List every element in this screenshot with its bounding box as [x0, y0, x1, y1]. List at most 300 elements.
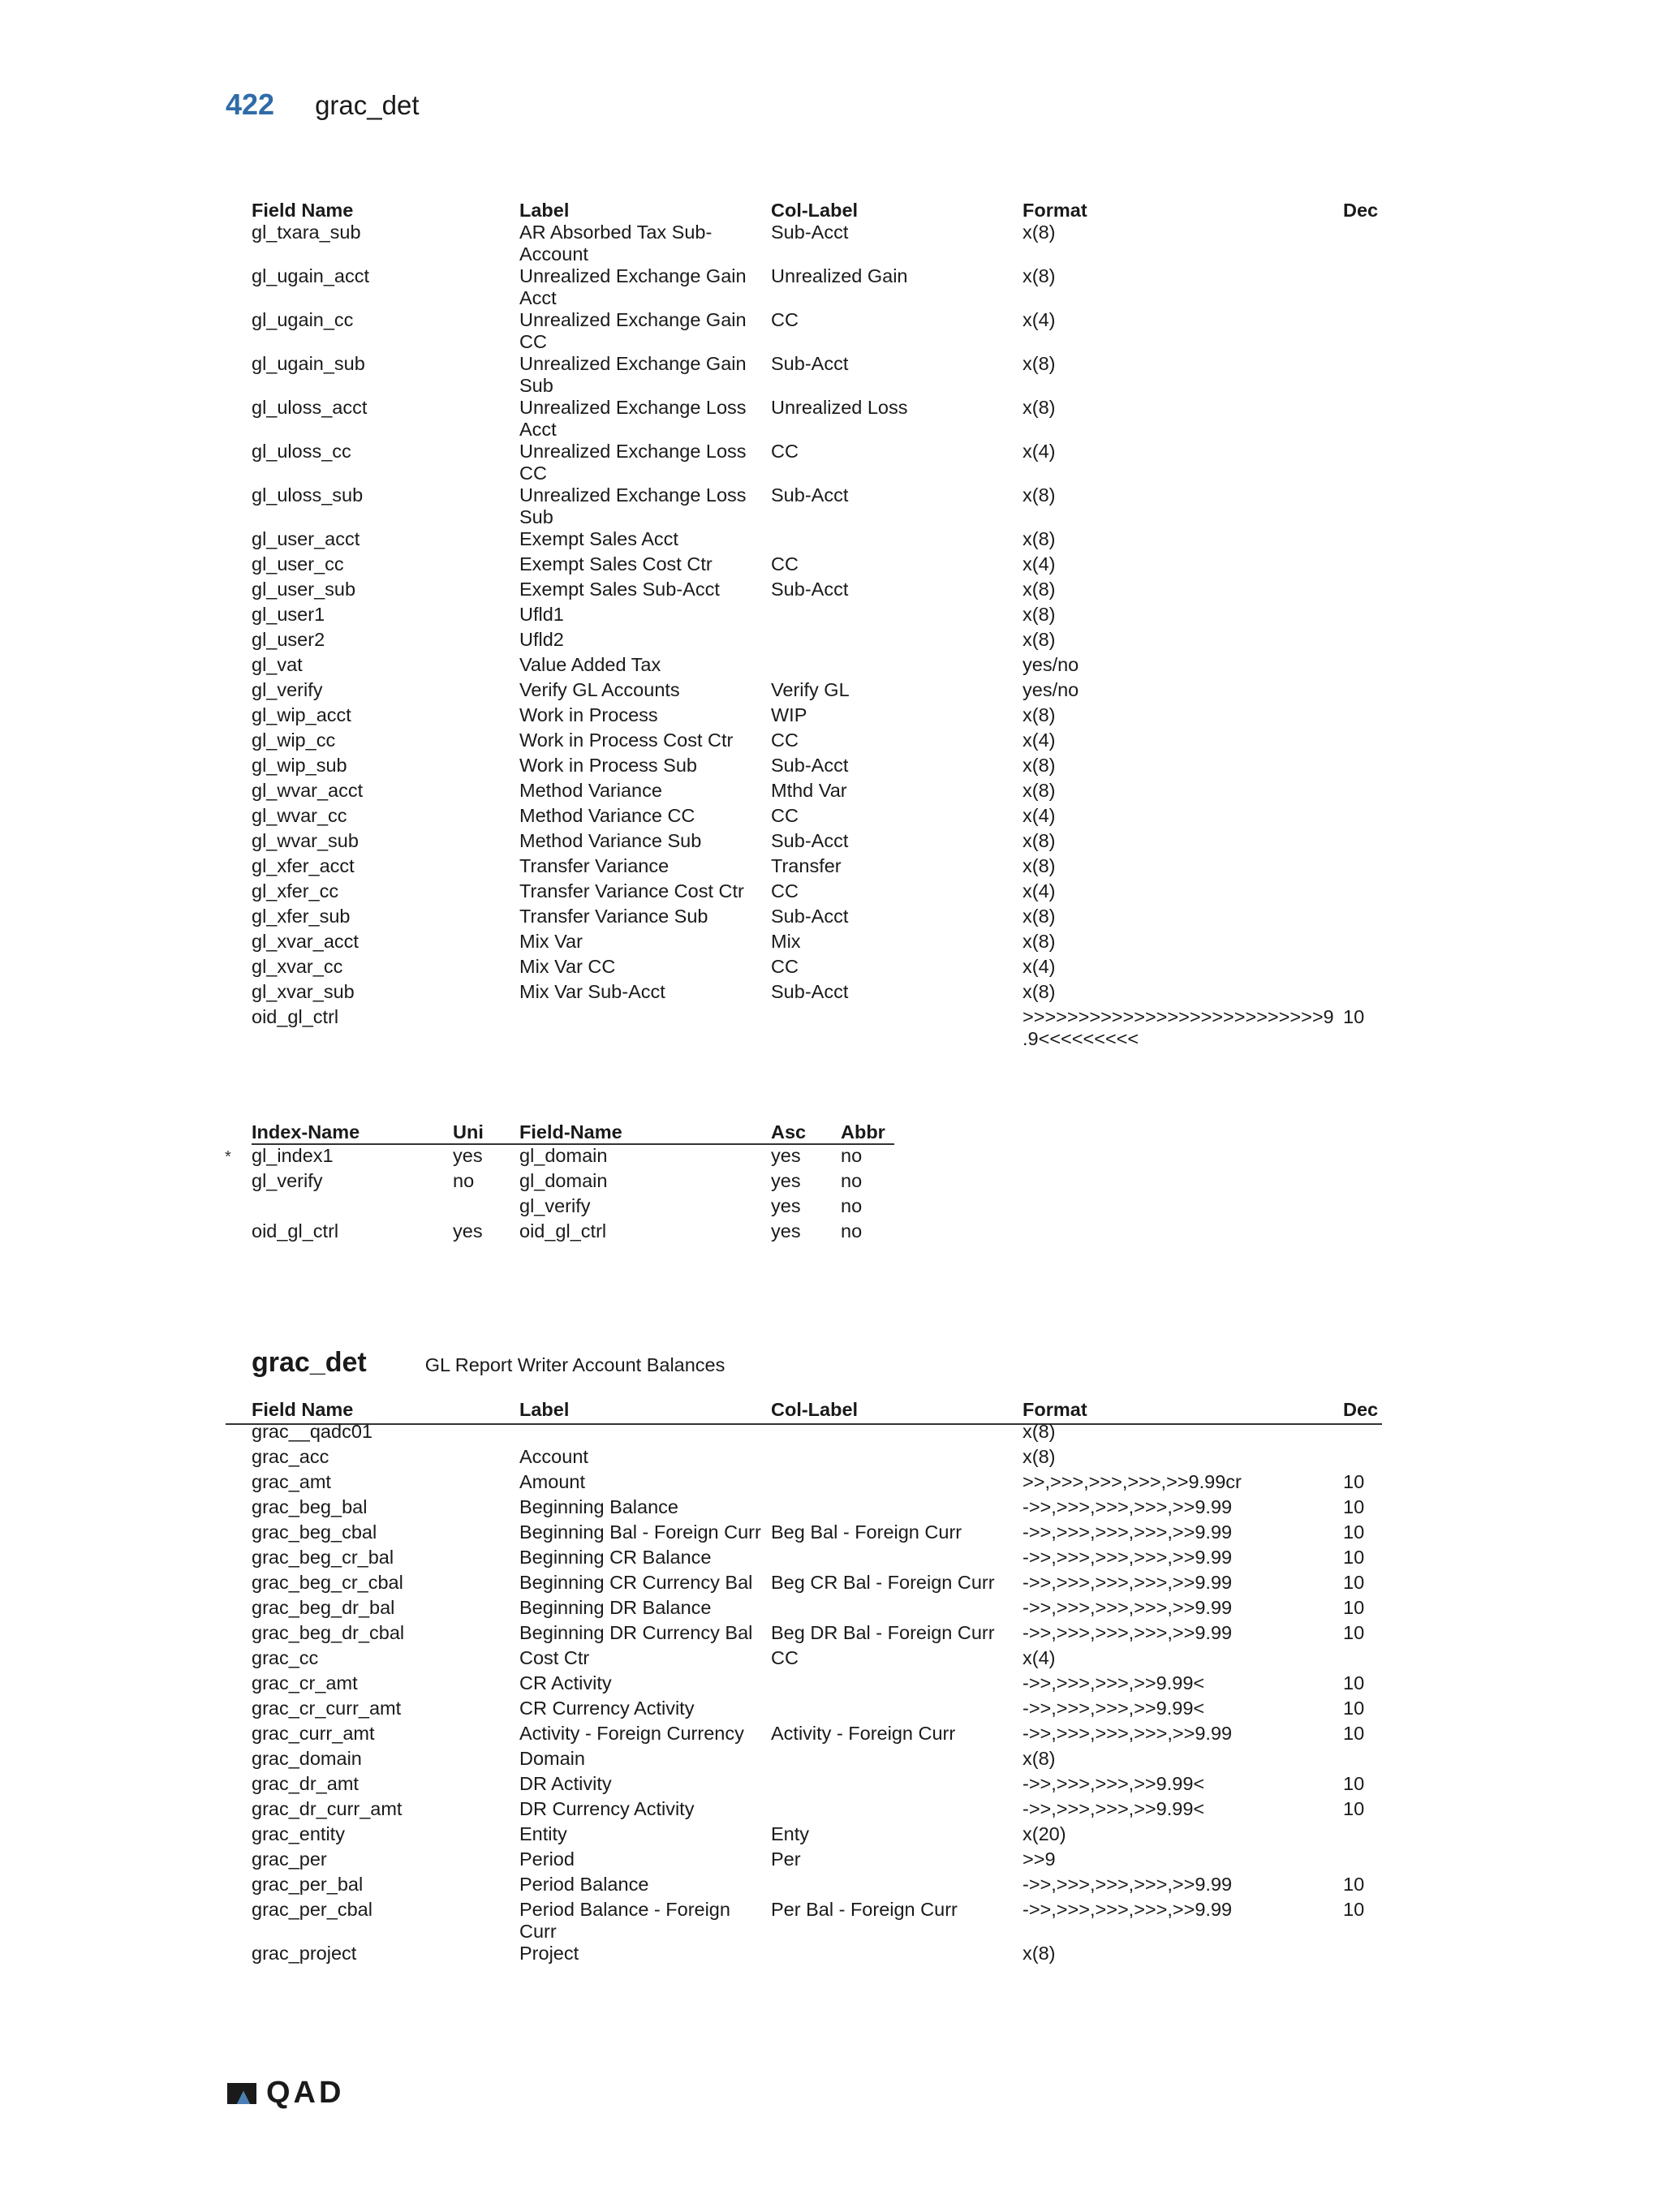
cell-label: Unrealized Exchange Gain Sub	[519, 353, 747, 396]
cell-label: Cost Ctr	[519, 1647, 590, 1668]
table-row	[252, 353, 1392, 397]
cell-col-label: Beg CR Bal - Foreign Curr	[771, 1572, 995, 1593]
cell-col-label	[771, 629, 1023, 654]
index-row	[252, 1144, 894, 1170]
cell-field-name: gl_wip_cc	[252, 729, 336, 751]
cell-format: yes/no	[1023, 679, 1079, 700]
cell-dec	[1343, 654, 1392, 679]
cell-label	[519, 1421, 771, 1446]
cell-label: Period Balance - Foreign Curr	[519, 1899, 730, 1942]
cell-dec	[1343, 484, 1392, 528]
header-field-name: Field Name	[252, 1399, 354, 1420]
table-row	[252, 780, 1392, 805]
cell-dec: 10	[1343, 1496, 1365, 1517]
cell-dec: 10	[1343, 1572, 1365, 1593]
cell-field-name: grac_per_bal	[252, 1874, 364, 1895]
cell-format: x(8)	[1023, 855, 1056, 876]
cell-col-label	[771, 1547, 1023, 1572]
table-row	[252, 956, 1392, 981]
cell-field-name: gl_verify	[252, 679, 323, 700]
cell-format: x(4)	[1023, 441, 1056, 462]
cell-asc: yes	[771, 1145, 801, 1166]
cell-format: x(8)	[1023, 353, 1056, 374]
table-row	[252, 931, 1392, 956]
table-row	[252, 553, 1392, 579]
table-row	[252, 1006, 1392, 1050]
cell-dec: 10	[1343, 1798, 1365, 1819]
table-row	[252, 855, 1392, 880]
cell-label: Period Balance	[519, 1874, 649, 1895]
cell-field-name: gl_ugain_acct	[252, 265, 370, 286]
cell-format: ->>,>>>,>>>,>>9.99<	[1023, 1672, 1205, 1693]
cell-col-label: Per Bal - Foreign Curr	[771, 1899, 958, 1920]
table-row	[252, 704, 1392, 729]
header-col-label: Col-Label	[771, 1399, 859, 1420]
table-row	[252, 729, 1392, 755]
qad-logo-icon	[226, 2080, 260, 2107]
cell-dec	[1343, 553, 1392, 579]
cell-label: Unrealized Exchange Loss Sub	[519, 484, 747, 527]
cell-label: Unrealized Exchange Gain CC	[519, 309, 747, 352]
cell-format: ->>,>>>,>>>,>>>,>>9.99	[1023, 1597, 1233, 1618]
cell-field-name: grac_project	[252, 1943, 357, 1964]
cell-col-label: CC	[771, 880, 799, 902]
cell-format: ->>,>>>,>>>,>>>,>>9.99	[1023, 1496, 1233, 1517]
page-header	[226, 88, 420, 133]
table-row	[252, 1748, 1392, 1773]
cell-dec	[1343, 855, 1392, 880]
cell-format: x(8)	[1023, 222, 1056, 243]
cell-col-label: CC	[771, 729, 799, 751]
cell-format: x(8)	[1023, 931, 1056, 952]
cell-col-label	[771, 1446, 1023, 1471]
cell-field-name: gl_wvar_cc	[252, 805, 347, 826]
cell-col-label	[771, 528, 1023, 553]
section-table-name: grac_det	[252, 1347, 367, 1378]
cell-col-label: Sub-Acct	[771, 906, 849, 927]
table-row	[252, 1943, 1392, 1968]
cell-dec	[1343, 880, 1392, 906]
cell-label: Method Variance CC	[519, 805, 695, 826]
cell-label: Ufld2	[519, 629, 564, 650]
cell-col-label: Sub-Acct	[771, 755, 849, 776]
cell-dec	[1343, 579, 1392, 604]
cell-label: CR Activity	[519, 1672, 612, 1693]
cell-format: ->>,>>>,>>>,>>>,>>9.99	[1023, 1547, 1233, 1568]
cell-col-label: Sub-Acct	[771, 484, 849, 506]
cell-label	[519, 1006, 771, 1050]
table-row	[252, 309, 1392, 353]
cell-index-field: gl_verify	[519, 1195, 591, 1216]
table-row	[252, 1622, 1392, 1647]
cell-label: Transfer Variance Sub	[519, 906, 708, 927]
table-row	[252, 679, 1392, 704]
cell-field-name: grac_beg_dr_cbal	[252, 1622, 405, 1643]
cell-label: Mix Var CC	[519, 956, 616, 977]
cell-field-name: gl_user_acct	[252, 528, 360, 549]
cell-uni: yes	[453, 1220, 483, 1242]
cell-format: x(8)	[1023, 629, 1056, 650]
cell-col-label: Verify GL	[771, 679, 850, 700]
cell-dec	[1343, 981, 1392, 1006]
cell-label: Domain	[519, 1748, 585, 1769]
table-row	[252, 981, 1392, 1006]
cell-label: Exempt Sales Acct	[519, 528, 678, 549]
cell-format: x(8)	[1023, 604, 1056, 625]
cell-col-label: Per	[771, 1848, 801, 1870]
field-table-grac-det	[252, 1396, 1392, 1968]
table-row	[252, 1698, 1392, 1723]
cell-field-name: gl_xvar_cc	[252, 956, 343, 977]
cell-col-label: WIP	[771, 704, 807, 725]
header-index-field-name: Field-Name	[519, 1118, 771, 1144]
cell-col-label: CC	[771, 1647, 799, 1668]
cell-dec	[1343, 629, 1392, 654]
page-number: 422	[226, 88, 275, 121]
header-uni: Uni	[453, 1118, 519, 1144]
cell-field-name: gl_xfer_sub	[252, 906, 351, 927]
cell-dec	[1343, 265, 1392, 309]
cell-field-name: gl_user2	[252, 629, 325, 650]
cell-format: yes/no	[1023, 654, 1079, 675]
cell-format: >>>>>>>>>>>>>>>>>>>>>>>>>>>9 .9<<<<<<<<<	[1023, 1006, 1334, 1049]
cell-field-name: gl_txara_sub	[252, 222, 361, 243]
cell-label: Beginning DR Currency Bal	[519, 1622, 753, 1643]
cell-col-label: Sub-Acct	[771, 981, 849, 1002]
cell-format: ->>,>>>,>>>,>>9.99<	[1023, 1798, 1205, 1819]
cell-field-name: gl_uloss_acct	[252, 397, 368, 418]
cell-format: x(4)	[1023, 1647, 1056, 1668]
cell-dec	[1343, 1748, 1392, 1773]
cell-label: CR Currency Activity	[519, 1698, 695, 1719]
header-abbr: Abbr	[841, 1118, 894, 1144]
cell-col-label	[771, 1874, 1023, 1899]
index-row	[252, 1195, 894, 1220]
table-row	[252, 1874, 1392, 1899]
cell-col-label	[771, 1798, 1023, 1823]
cell-label: Project	[519, 1943, 579, 1964]
cell-format: ->>,>>>,>>>,>>>,>>9.99	[1023, 1521, 1233, 1543]
cell-field-name: grac_acc	[252, 1446, 329, 1467]
cell-format: x(4)	[1023, 956, 1056, 977]
cell-field-name: gl_user1	[252, 604, 325, 625]
cell-label: Transfer Variance	[519, 855, 670, 876]
cell-format: x(8)	[1023, 265, 1056, 286]
cell-dec	[1343, 1446, 1392, 1471]
table-row	[252, 906, 1392, 931]
cell-col-label	[771, 1773, 1023, 1798]
field-table-gl-ctrl	[252, 196, 1392, 1050]
table-row	[252, 1471, 1392, 1496]
cell-field-name: grac_domain	[252, 1748, 362, 1769]
cell-dec	[1343, 1647, 1392, 1672]
cell-label: Unrealized Exchange Loss CC	[519, 441, 747, 484]
cell-field-name: gl_vat	[252, 654, 303, 675]
cell-index-name: gl_index1	[252, 1145, 334, 1166]
cell-col-label: CC	[771, 309, 799, 330]
qad-logo	[226, 2076, 344, 2111]
cell-field-name: gl_wip_sub	[252, 755, 347, 776]
cell-dec: 10	[1343, 1672, 1365, 1693]
cell-label: Beginning Balance	[519, 1496, 678, 1517]
cell-uni: yes	[453, 1145, 483, 1166]
cell-format: x(8)	[1023, 1421, 1056, 1442]
cell-asc: yes	[771, 1170, 801, 1191]
cell-index-name: oid_gl_ctrl	[252, 1220, 339, 1242]
cell-format: x(8)	[1023, 780, 1056, 801]
cell-format: x(8)	[1023, 1748, 1056, 1769]
cell-format: x(4)	[1023, 729, 1056, 751]
cell-col-label	[771, 1672, 1023, 1698]
section-heading	[252, 1347, 725, 1379]
cell-field-name: gl_uloss_cc	[252, 441, 351, 462]
cell-format: x(8)	[1023, 906, 1056, 927]
header-index-name: Index-Name	[252, 1118, 453, 1144]
cell-dec: 10	[1343, 1547, 1365, 1568]
cell-field-name: grac_per_cbal	[252, 1899, 372, 1920]
table-row	[252, 1647, 1392, 1672]
cell-col-label: CC	[771, 553, 799, 575]
primary-index-marker: *	[225, 1148, 231, 1166]
cell-asc: yes	[771, 1220, 801, 1242]
cell-field-name: grac_entity	[252, 1823, 345, 1844]
cell-dec	[1343, 1823, 1392, 1848]
cell-dec	[1343, 441, 1392, 484]
cell-dec: 10	[1343, 1006, 1365, 1027]
header-format: Format	[1023, 1399, 1087, 1420]
page-title: grac_det	[315, 90, 420, 120]
cell-field-name: oid_gl_ctrl	[252, 1006, 339, 1027]
cell-field-name: gl_xvar_acct	[252, 931, 359, 952]
cell-format: x(20)	[1023, 1823, 1066, 1844]
cell-label: Amount	[519, 1471, 585, 1492]
cell-field-name: gl_xfer_acct	[252, 855, 355, 876]
cell-label: Entity	[519, 1823, 567, 1844]
index-row	[252, 1170, 894, 1195]
cell-format: x(8)	[1023, 981, 1056, 1002]
cell-col-label	[771, 1943, 1023, 1968]
cell-col-label: Transfer	[771, 855, 842, 876]
cell-dec	[1343, 956, 1392, 981]
cell-dec: 10	[1343, 1773, 1365, 1794]
header-field-name: Field Name	[252, 200, 354, 221]
header-dec: Dec	[1343, 1399, 1379, 1420]
cell-index-name	[252, 1195, 453, 1220]
cell-index-field: gl_domain	[519, 1170, 608, 1191]
cell-dec: 10	[1343, 1597, 1365, 1618]
cell-field-name: grac_per	[252, 1848, 327, 1870]
cell-col-label	[771, 604, 1023, 629]
cell-dec	[1343, 805, 1392, 830]
cell-col-label: Beg Bal - Foreign Curr	[771, 1521, 962, 1543]
table-row	[252, 1597, 1392, 1622]
cell-label: Beginning CR Balance	[519, 1547, 712, 1568]
cell-col-label	[771, 1006, 1023, 1050]
cell-format: x(4)	[1023, 309, 1056, 330]
cell-field-name: grac_beg_cr_cbal	[252, 1572, 403, 1593]
cell-dec	[1343, 604, 1392, 629]
cell-abbr: no	[841, 1170, 863, 1191]
cell-col-label	[771, 1421, 1023, 1446]
table-row	[252, 805, 1392, 830]
cell-format: >>9	[1023, 1848, 1056, 1870]
cell-label: Method Variance	[519, 780, 662, 801]
cell-label: AR Absorbed Tax Sub-Account	[519, 222, 713, 265]
index-table	[252, 1118, 894, 1246]
cell-dec	[1343, 397, 1392, 441]
cell-dec: 10	[1343, 1521, 1365, 1543]
table-row	[252, 1798, 1392, 1823]
cell-field-name: gl_xfer_cc	[252, 880, 339, 902]
table-row	[252, 604, 1392, 629]
cell-field-name: grac_beg_cbal	[252, 1521, 377, 1543]
cell-field-name: gl_user_cc	[252, 553, 344, 575]
header-label: Label	[519, 200, 570, 221]
cell-label: Method Variance Sub	[519, 830, 702, 851]
cell-field-name: gl_user_sub	[252, 579, 356, 600]
cell-format: x(8)	[1023, 1446, 1056, 1467]
cell-dec	[1343, 755, 1392, 780]
table-row	[252, 441, 1392, 484]
cell-field-name: gl_wip_acct	[252, 704, 351, 725]
cell-index-field: oid_gl_ctrl	[519, 1220, 607, 1242]
cell-field-name: gl_wvar_acct	[252, 780, 364, 801]
cell-label: Beginning DR Balance	[519, 1597, 712, 1618]
cell-field-name: grac_amt	[252, 1471, 331, 1492]
cell-col-label: Unrealized Gain	[771, 265, 908, 286]
cell-format: ->>,>>>,>>>,>>>,>>9.99	[1023, 1899, 1233, 1920]
cell-label: Verify GL Accounts	[519, 679, 680, 700]
cell-dec	[1343, 222, 1392, 265]
table-row	[252, 755, 1392, 780]
cell-dec	[1343, 309, 1392, 353]
cell-format: x(8)	[1023, 484, 1056, 506]
table-row	[252, 1773, 1392, 1798]
cell-label: Mix Var	[519, 931, 583, 952]
cell-col-label: Sub-Acct	[771, 353, 849, 374]
table-row	[252, 880, 1392, 906]
cell-field-name: grac_curr_amt	[252, 1723, 375, 1744]
cell-index-name: gl_verify	[252, 1170, 323, 1191]
table-row	[252, 528, 1392, 553]
cell-col-label: Enty	[771, 1823, 810, 1844]
table-row	[252, 1899, 1392, 1943]
cell-uni	[453, 1195, 519, 1220]
table-row	[252, 629, 1392, 654]
cell-field-name: gl_ugain_sub	[252, 353, 365, 374]
cell-uni: no	[453, 1170, 475, 1191]
cell-format: x(8)	[1023, 579, 1056, 600]
cell-label: Account	[519, 1446, 588, 1467]
table-row	[252, 830, 1392, 855]
cell-field-name: grac_dr_amt	[252, 1773, 359, 1794]
cell-dec: 10	[1343, 1899, 1365, 1920]
cell-dec	[1343, 1421, 1392, 1446]
cell-label: Beginning Bal - Foreign Curr	[519, 1521, 761, 1543]
cell-col-label: Beg DR Bal - Foreign Curr	[771, 1622, 995, 1643]
cell-abbr: no	[841, 1195, 863, 1216]
cell-label: Unrealized Exchange Loss Acct	[519, 397, 747, 440]
table-row	[252, 579, 1392, 604]
qad-logo-text: QAD	[266, 2076, 345, 2110]
table-row	[252, 1521, 1392, 1547]
cell-col-label: Sub-Acct	[771, 830, 849, 851]
cell-format: x(8)	[1023, 1943, 1056, 1964]
cell-label: DR Currency Activity	[519, 1798, 695, 1819]
table-row	[252, 1547, 1392, 1572]
cell-label: Work in Process Cost Ctr	[519, 729, 734, 751]
cell-col-label: Unrealized Loss	[771, 397, 908, 418]
cell-format: ->>,>>>,>>>,>>>,>>9.99	[1023, 1874, 1233, 1895]
cell-label: Period	[519, 1848, 575, 1870]
cell-format: x(4)	[1023, 553, 1056, 575]
table-row	[252, 265, 1392, 309]
cell-label: Work in Process Sub	[519, 755, 697, 776]
cell-col-label: Activity - Foreign Curr	[771, 1723, 956, 1744]
cell-format: ->>,>>>,>>>,>>>,>>9.99	[1023, 1622, 1233, 1643]
cell-format: >>,>>>,>>>,>>>,>>9.99cr	[1023, 1471, 1242, 1492]
cell-dec: 10	[1343, 1471, 1365, 1492]
cell-field-name: gl_ugain_cc	[252, 309, 354, 330]
header-label: Label	[519, 1399, 570, 1420]
cell-col-label: Sub-Acct	[771, 222, 849, 243]
table-row	[252, 1496, 1392, 1521]
cell-format: ->>,>>>,>>>,>>>,>>9.99	[1023, 1572, 1233, 1593]
cell-field-name: grac_cr_curr_amt	[252, 1698, 402, 1719]
cell-label: Transfer Variance Cost Ctr	[519, 880, 744, 902]
table-row	[252, 1446, 1392, 1471]
table-row	[252, 1421, 1392, 1446]
cell-col-label: CC	[771, 441, 799, 462]
header-asc: Asc	[771, 1118, 841, 1144]
cell-format: x(8)	[1023, 830, 1056, 851]
cell-field-name: gl_xvar_sub	[252, 981, 355, 1002]
table-row	[252, 1672, 1392, 1698]
cell-dec	[1343, 931, 1392, 956]
table-row	[252, 222, 1392, 265]
cell-col-label	[771, 654, 1023, 679]
cell-format: x(4)	[1023, 880, 1056, 902]
cell-label: Work in Process	[519, 704, 658, 725]
cell-index-field: gl_domain	[519, 1145, 608, 1166]
table-row	[252, 1572, 1392, 1597]
cell-col-label: Mix	[771, 931, 801, 952]
cell-field-name: grac_beg_bal	[252, 1496, 368, 1517]
cell-label: Ufld1	[519, 604, 564, 625]
cell-format: ->>,>>>,>>>,>>>,>>9.99	[1023, 1723, 1233, 1744]
cell-format: x(8)	[1023, 528, 1056, 549]
section-table-description: GL Report Writer Account Balances	[424, 1354, 726, 1375]
index-row	[252, 1220, 894, 1246]
cell-dec	[1343, 830, 1392, 855]
table-row	[252, 484, 1392, 528]
cell-label: Value Added Tax	[519, 654, 661, 675]
cell-label: Unrealized Exchange Gain Acct	[519, 265, 747, 308]
cell-col-label: Mthd Var	[771, 780, 847, 801]
header-col-label: Col-Label	[771, 200, 859, 221]
table-row	[252, 1723, 1392, 1748]
cell-dec	[1343, 528, 1392, 553]
cell-format: x(8)	[1023, 397, 1056, 418]
cell-dec	[1343, 704, 1392, 729]
cell-dec	[1343, 906, 1392, 931]
cell-format: ->>,>>>,>>>,>>9.99<	[1023, 1773, 1205, 1794]
cell-field-name: grac_cc	[252, 1647, 319, 1668]
cell-format: x(8)	[1023, 755, 1056, 776]
cell-dec	[1343, 679, 1392, 704]
cell-field-name: grac_beg_dr_bal	[252, 1597, 395, 1618]
cell-asc: yes	[771, 1195, 801, 1216]
